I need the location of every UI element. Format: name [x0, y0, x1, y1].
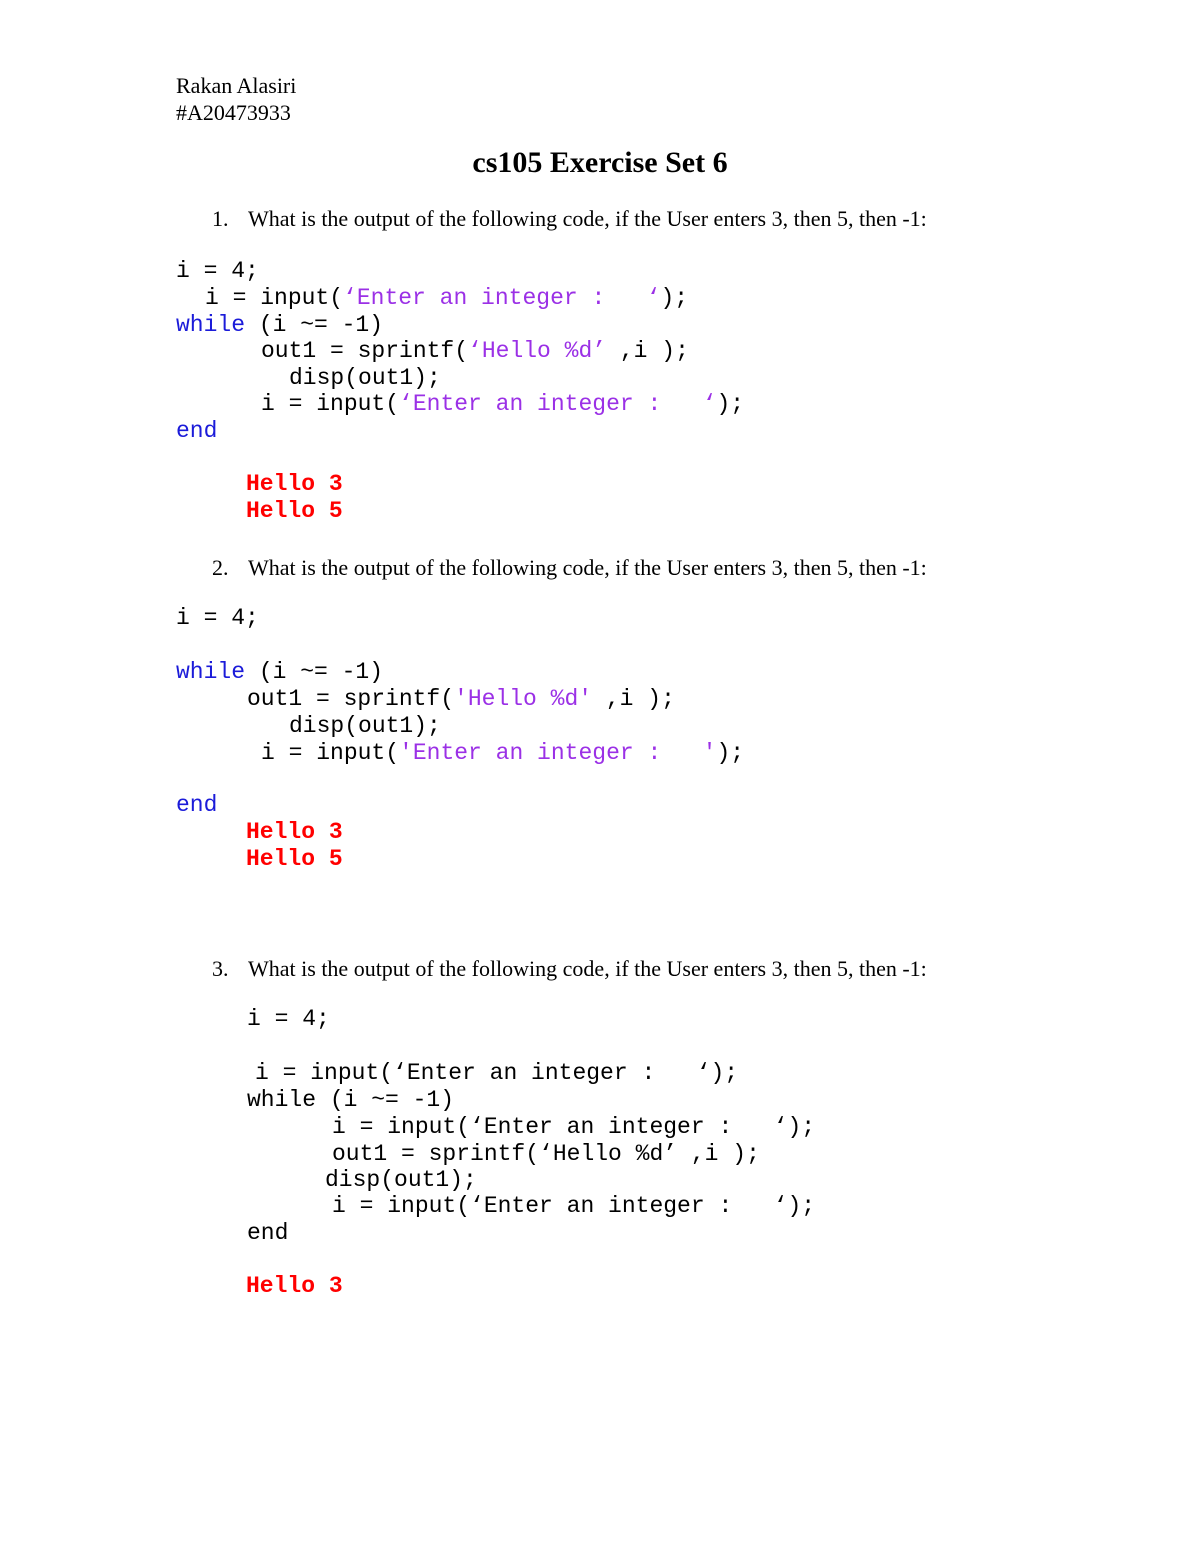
output-line: Hello 3: [246, 819, 343, 845]
code-line: i = input(‘Enter an integer : ‘);: [255, 1060, 739, 1086]
output-line: Hello 3: [246, 471, 343, 497]
code-line: end: [176, 792, 218, 818]
code-line: disp(out1);: [325, 1167, 477, 1193]
code-line: i = input(‘Enter an integer : ‘);: [332, 1193, 816, 1219]
code-line: i = input(‘Enter an integer : ‘);: [261, 391, 745, 417]
question-text: What is the output of the following code, if the User enters 3, then 5, then -1:: [248, 206, 927, 231]
question-text: What is the output of the following code, if the User enters 3, then 5, then -1:: [248, 555, 927, 580]
code-line: disp(out1);: [289, 365, 441, 391]
question-number: 2.: [212, 555, 229, 580]
author-name: Rakan Alasiri: [176, 73, 297, 98]
code-line: while (i ~= -1): [176, 312, 384, 338]
code-line: i = input(‘Enter an integer : ‘);: [205, 285, 689, 311]
code-line: end: [247, 1220, 289, 1246]
code-line: i = input(‘Enter an integer : ‘);: [332, 1114, 816, 1140]
page-title: cs105 Exercise Set 6: [472, 146, 728, 179]
question-text: What is the output of the following code, if the User enters 3, then 5, then -1:: [248, 956, 927, 981]
question-number: 3.: [212, 956, 229, 981]
code-line: i = 4;: [247, 1006, 330, 1032]
code-line: disp(out1);: [289, 713, 441, 739]
code-line: out1 = sprintf('Hello %d' ,i );: [247, 686, 675, 712]
code-line: out1 = sprintf(‘Hello %d’ ,i );: [261, 338, 689, 364]
output-line: Hello 5: [246, 846, 343, 872]
question-number: 1.: [212, 206, 229, 231]
output-line: Hello 5: [246, 498, 343, 524]
code-line: i = input('Enter an integer : ');: [261, 740, 745, 766]
student-id: #A20473933: [176, 100, 291, 125]
code-line: while (i ~= -1): [176, 659, 384, 685]
code-line: while (i ~= -1): [247, 1087, 455, 1113]
code-line: i = 4;: [176, 258, 259, 284]
code-line: out1 = sprintf(‘Hello %d’ ,i );: [332, 1141, 760, 1167]
code-line: end: [176, 418, 218, 444]
code-line: i = 4;: [176, 605, 259, 631]
output-line: Hello 3: [246, 1273, 343, 1299]
